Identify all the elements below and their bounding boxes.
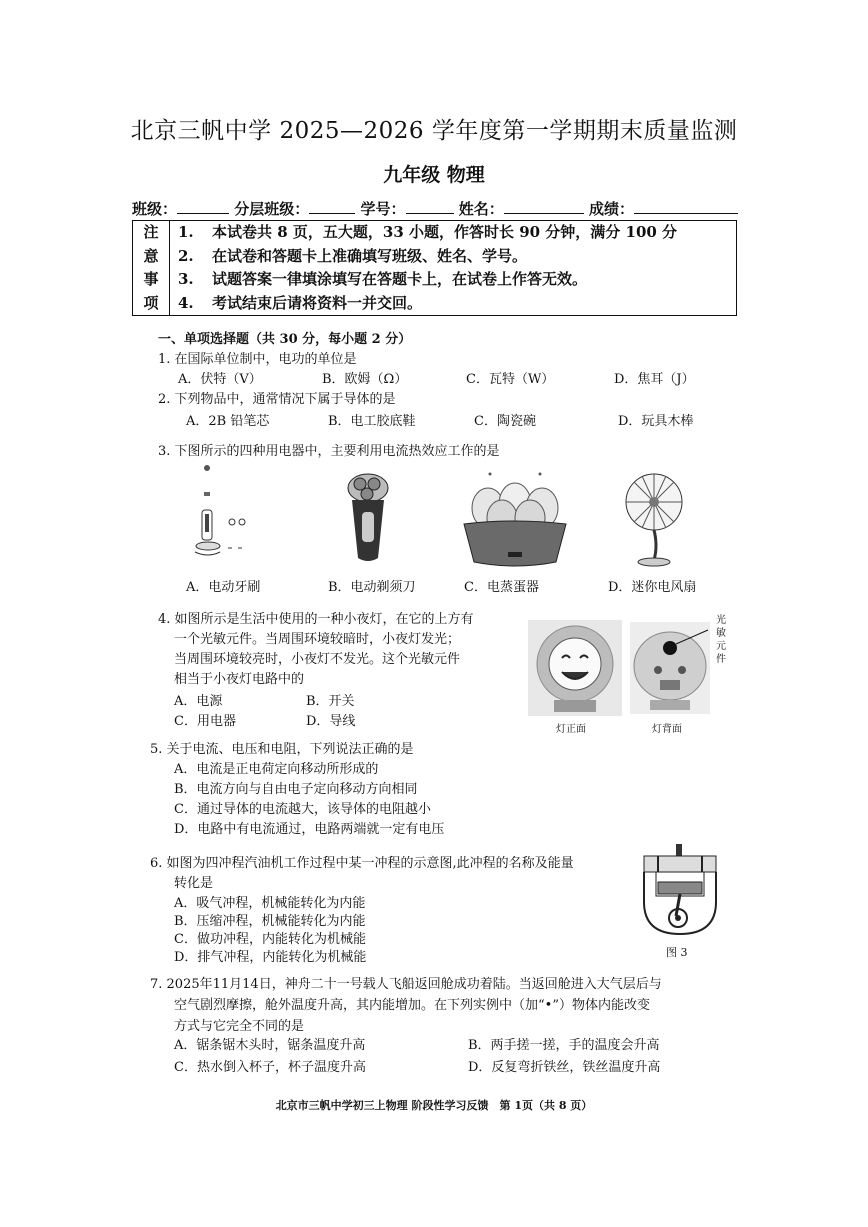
tier-class-blank[interactable] — [309, 199, 355, 214]
q1-option-b[interactable]: B．欧姆（Ω） — [322, 372, 408, 387]
name-blank[interactable] — [504, 199, 584, 214]
exam-subtitle: 九年级 物理 — [383, 164, 485, 186]
question-7-stem: 7. 2025年11月14日，神舟二十一号载人飞船返回舱成功着陆。当返回舱进入大气层后与 空气剧烈摩擦，舱外温度升高，其内能增加。在下列实例中（加“•”）物体内能改变 方式与它完全不同的是 — [150, 977, 662, 1034]
question-3-stem: 3. 下图所示的四种用电器中，主要利用电流热效应工作的是 — [158, 444, 500, 459]
q5-option-b[interactable]: B．电流方向与自由电子定向移动方向相同 — [174, 782, 418, 797]
notice-items — [170, 221, 737, 316]
back-caption: 灯背面 — [652, 724, 682, 735]
question-4-stem: 4. 如图所示是生活中使用的一种小夜灯，在它的上方有 一个光敏元件。当周围环境较暗时，小夜灯发光； 当周围环境较亮时，小夜灯不发光。这个光敏元件 相当于小夜灯电路中的 — [158, 612, 474, 687]
q3-option-b[interactable]: B．电动剃须刀 — [328, 580, 416, 595]
score-label: 成绩： — [589, 200, 635, 218]
night-light-back-image — [630, 622, 710, 714]
notice-item: 3. 试题答案一律填涂填写在答题卡上，在试卷上作答无效。 — [178, 270, 588, 288]
q3-option-a[interactable]: A．电动牙刷 — [186, 580, 261, 595]
front-caption: 灯正面 — [556, 724, 586, 735]
student-id-blank[interactable] — [406, 199, 454, 214]
engine-diagram — [636, 842, 726, 938]
q5-option-c[interactable]: C．通过导体的电流越大，该导体的电阻越小 — [174, 802, 431, 817]
q3-option-d[interactable]: D．迷你电风扇 — [608, 580, 697, 595]
q6-option-d[interactable]: D．排气冲程，内能转化为机械能 — [174, 950, 367, 965]
question-1-stem: 1. 在国际单位制中，电功的单位是 — [158, 352, 357, 367]
notice-box — [132, 220, 737, 316]
q7-option-b[interactable]: B．两手搓一搓，手的温度会升高 — [468, 1038, 660, 1053]
q6-option-b[interactable]: B．压缩冲程，机械能转化为内能 — [174, 914, 366, 929]
q4-option-b[interactable]: B．开关 — [306, 694, 355, 709]
question-5-stem: 5. 关于电流、电压和电阻，下列说法正确的是 — [150, 742, 414, 757]
q2-option-a[interactable]: A．2B 铅笔芯 — [186, 414, 270, 429]
question-2-stem: 2. 下列物品中，通常情况下属于导体的是 — [158, 392, 396, 407]
q1-option-d[interactable]: D．焦耳（J） — [614, 372, 695, 387]
page-footer: 北京市三帆中学初三上物理 阶段性学习反馈 第 1页（共 8 页） — [275, 1099, 593, 1112]
q1-option-c[interactable]: C．瓦特（W） — [466, 372, 555, 387]
class-blank[interactable] — [177, 199, 229, 214]
night-light-front-image — [528, 620, 622, 716]
student-info-row — [132, 198, 742, 219]
notice-item: 2. 在试卷和答题卡上准确填写班级、姓名、学号。 — [178, 246, 528, 265]
notice-side-label: 注 意 事 项 — [133, 221, 170, 316]
name-label: 姓名： — [458, 200, 504, 218]
question-6-stem: 6. 如图为四冲程汽油机工作过程中某一冲程的示意图,此冲程的名称及能量 转化是 — [150, 856, 574, 891]
figure-3-caption: 图 3 — [666, 946, 688, 959]
student-id-label: 学号： — [360, 200, 406, 218]
class-label: 班级： — [132, 200, 178, 218]
egg-steamer-image — [460, 466, 570, 570]
tier-class-label: 分层班级： — [234, 200, 310, 218]
q4-option-c[interactable]: C．用电器 — [174, 714, 236, 729]
mini-fan-image — [624, 466, 688, 570]
q7-option-c[interactable]: C．热水倒入杯子，杯子温度升高 — [174, 1060, 366, 1075]
q5-option-a[interactable]: A．电流是正电荷定向移动所形成的 — [174, 762, 379, 777]
q2-option-b[interactable]: B．电工胶底鞋 — [328, 414, 416, 429]
notice-item: 4. 考试结束后请将资料一并交回。 — [178, 293, 423, 312]
q1-option-a[interactable]: A．伏特（V） — [178, 372, 262, 387]
toothbrush-image — [180, 462, 250, 572]
q3-option-c[interactable]: C．电蒸蛋器 — [464, 580, 539, 595]
exam-title: 北京三帆中学 2025—2026 学年度第一学期期末质量监测 — [130, 118, 738, 144]
q6-option-c[interactable]: C．做功冲程，内能转化为机械能 — [174, 932, 366, 947]
q4-option-d[interactable]: D．导线 — [306, 714, 356, 729]
score-blank[interactable] — [634, 199, 738, 214]
photosensor-label: 光 敏 元 件 — [716, 615, 726, 665]
q2-option-d[interactable]: D．玩具木棒 — [618, 414, 694, 429]
section-heading: 一、单项选择题（共 30 分，每小题 2 分） — [158, 332, 412, 347]
notice-item: 1. 本试卷共 8 页，五大题，33 小题，作答时长 90 分钟，满分 100 分 — [178, 223, 678, 241]
q7-option-d[interactable]: D．反复弯折铁丝，铁丝温度升高 — [468, 1060, 661, 1075]
q6-option-a[interactable]: A．吸气冲程，机械能转化为内能 — [174, 896, 366, 911]
q7-option-a[interactable]: A．锯条锯木头时，锯条温度升高 — [174, 1038, 366, 1053]
shaver-image — [340, 466, 396, 566]
q2-option-c[interactable]: C．陶瓷碗 — [474, 414, 536, 429]
q4-option-a[interactable]: A．电源 — [174, 694, 223, 709]
q5-option-d[interactable]: D．电路中有电流通过，电路两端就一定有电压 — [174, 822, 445, 837]
